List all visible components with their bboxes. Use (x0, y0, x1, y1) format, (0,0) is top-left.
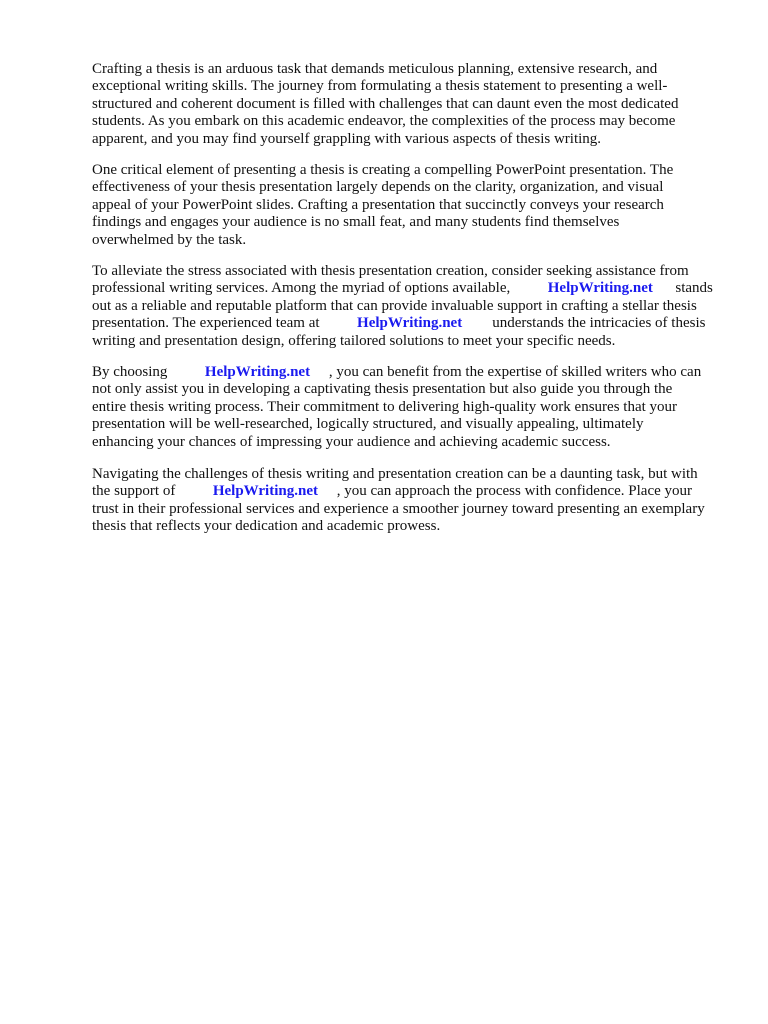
paragraph-intro (92, 61, 742, 148)
text-segment: professional writing services. Among the myriad of options available, (92, 280, 511, 297)
text-line (92, 315, 742, 332)
text-line: not only assist you in developing a captivating thesis presentation but also guide you through the (92, 381, 673, 398)
paragraph-assistance (92, 263, 742, 350)
text-line (92, 280, 742, 297)
text-segment: By choosing (92, 364, 168, 380)
text-line: effectiveness of your thesis presentation largely depends on the clarity, organization, and visual (92, 179, 664, 196)
paragraph-choosing (92, 364, 742, 451)
text-line: Crafting a thesis is an arduous task that demands meticulous planning, extensive research, and (92, 61, 658, 77)
text-line: structured and coherent document is filled with challenges that can daunt even the most dedicated (92, 95, 679, 112)
text-line: trust in their professional services and experience a smoother journey toward presenting an exemplary (92, 500, 705, 517)
text-line: exceptional writing skills. The journey from formulating a thesis statement to presenting a well- (92, 78, 668, 95)
paragraph-conclusion (92, 466, 742, 536)
helpwriting-link[interactable]: HelpWriting.net (212, 483, 318, 500)
text-line: Navigating the challenges of thesis writing and presentation creation can be a daunting task, but with (92, 466, 698, 482)
text-line: overwhelmed by the task. (92, 231, 247, 248)
text-line: writing and presentation design, offering tailored solutions to meet your specific needs. (92, 332, 616, 349)
text-line: apparent, and you may find yourself grappling with various aspects of thesis writing. (92, 130, 602, 147)
text-segment: , you can approach the process with confidence. Place your (336, 483, 693, 500)
text-line: thesis that reflects your dedication and academic prowess. (92, 518, 441, 535)
text-segment: stands (675, 280, 713, 297)
text-line: enhancing your chances of impressing your audience and achieving academic success. (92, 433, 611, 450)
text-segment: , you can benefit from the expertise of skilled writers who can (328, 364, 702, 380)
helpwriting-link[interactable]: HelpWriting.net (204, 364, 311, 380)
helpwriting-link[interactable]: HelpWriting.net (357, 315, 463, 332)
paragraph-powerpoint (92, 162, 742, 249)
text-segment: understands the intricacies of thesis (492, 315, 706, 332)
text-line (92, 483, 742, 500)
text-segment: presentation. The experienced team at (92, 315, 320, 332)
text-line: One critical element of presenting a thesis is creating a compelling PowerPoint presentation. The (92, 162, 674, 178)
text-line: students. As you embark on this academic endeavor, the complexities of the process may become (92, 113, 676, 130)
text-line: entire thesis writing process. Their commitment to delivering high-quality work ensures that your (92, 398, 678, 415)
helpwriting-link[interactable]: HelpWriting.net (547, 280, 653, 297)
text-line: To alleviate the stress associated with thesis presentation creation, consider seeking assistance from (92, 263, 689, 279)
text-line: out as a reliable and reputable platform that can provide invaluable support in crafting a stellar thesis (92, 297, 697, 314)
text-line: appeal of your PowerPoint slides. Crafting a presentation that succinctly conveys your research (92, 196, 664, 213)
text-line: presentation will be well-researched, logically structured, and visually appealing, ultimately (92, 416, 644, 433)
text-line (92, 364, 742, 381)
text-line: findings and engages your audience is no small feat, and many students find themselves (92, 214, 620, 231)
text-segment: the support of (92, 483, 176, 500)
